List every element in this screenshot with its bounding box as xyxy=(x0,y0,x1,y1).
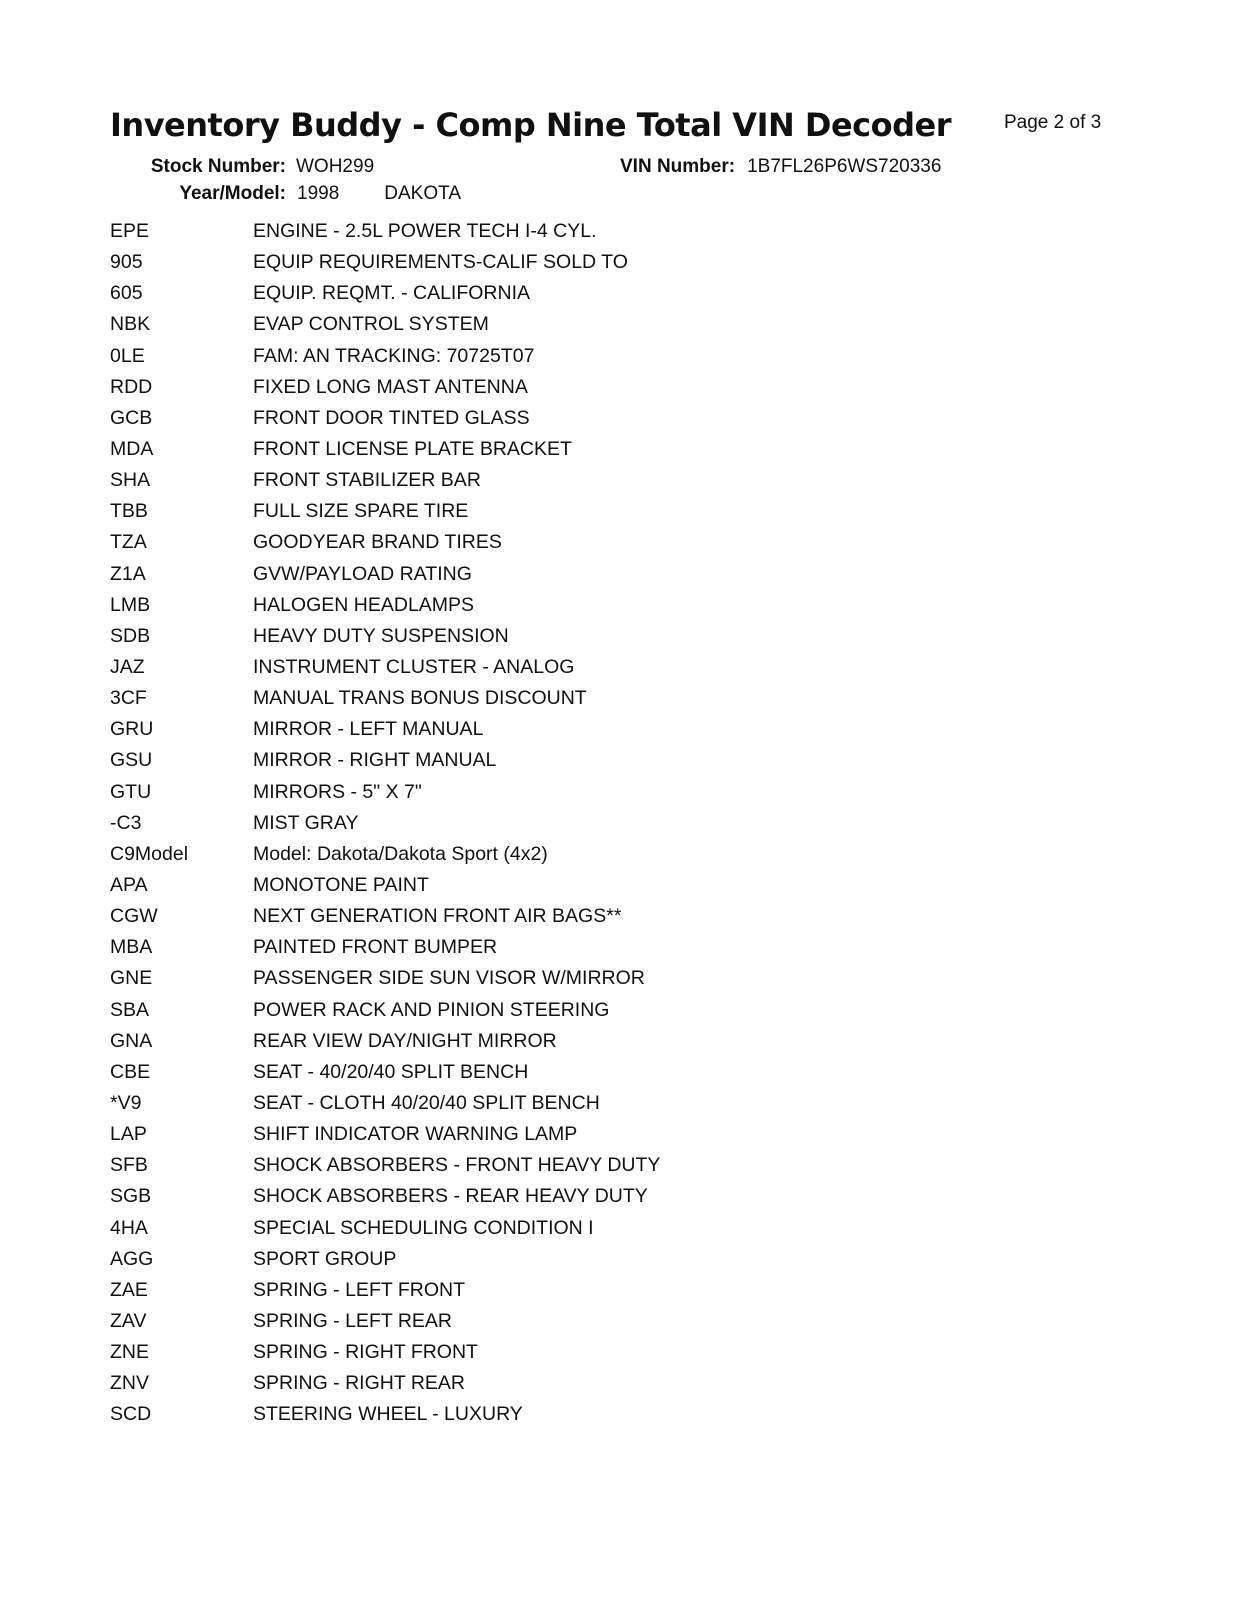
option-row xyxy=(110,1150,1010,1181)
option-row xyxy=(110,278,1010,309)
option-row xyxy=(110,1057,1010,1088)
option-row xyxy=(110,1026,1010,1057)
option-description: EQUIP REQUIREMENTS-CALIF SOLD TO xyxy=(253,251,628,274)
option-row xyxy=(110,527,1010,558)
option-row xyxy=(110,1306,1010,1337)
option-row xyxy=(110,621,1010,652)
option-code: JAZ xyxy=(110,656,145,679)
option-code: GSU xyxy=(110,749,153,772)
option-description: MIST GRAY xyxy=(253,811,359,834)
option-row xyxy=(110,901,1010,932)
option-row xyxy=(110,652,1010,683)
option-code: ZAE xyxy=(110,1278,148,1301)
option-description: STEERING WHEEL - LUXURY xyxy=(253,1403,523,1426)
option-row xyxy=(110,1368,1010,1399)
option-row xyxy=(110,559,1010,590)
option-code: GCB xyxy=(110,406,153,429)
option-description: REAR VIEW DAY/NIGHT MIRROR xyxy=(253,1029,557,1052)
option-row xyxy=(110,870,1010,901)
option-code: -C3 xyxy=(110,811,142,834)
option-description: FRONT STABILIZER BAR xyxy=(253,469,481,492)
option-description: FAM: AN TRACKING: 70725T07 xyxy=(253,344,535,367)
option-code: CGW xyxy=(110,905,158,928)
option-description: FIXED LONG MAST ANTENNA xyxy=(253,375,528,398)
option-row xyxy=(110,963,1010,994)
option-description: NEXT GENERATION FRONT AIR BAGS** xyxy=(253,905,622,928)
option-description: SHIFT INDICATOR WARNING LAMP xyxy=(253,1123,578,1146)
option-code: Z1A xyxy=(110,562,146,585)
page-number: Page 2 of 3 xyxy=(1004,112,1102,133)
option-row xyxy=(110,309,1010,340)
year-value: 1998 xyxy=(297,183,340,204)
option-description: SEAT - CLOTH 40/20/40 SPLIT BENCH xyxy=(253,1092,600,1114)
option-code: LMB xyxy=(110,593,151,616)
vin-number-value: 1B7FL26P6WS720336 xyxy=(747,156,942,177)
option-code: GRU xyxy=(110,718,154,741)
option-row xyxy=(110,1337,1010,1368)
option-description: POWER RACK AND PINION STEERING xyxy=(253,998,610,1021)
option-code: NBK xyxy=(110,313,151,336)
option-description: MIRRORS - 5" X 7" xyxy=(253,780,422,803)
option-row xyxy=(110,839,1010,870)
model-value: DAKOTA xyxy=(384,183,461,204)
option-description: MANUAL TRANS BONUS DISCOUNT xyxy=(253,687,587,710)
option-code: TBB xyxy=(110,500,148,523)
option-row xyxy=(110,1275,1010,1306)
option-description: PASSENGER SIDE SUN VISOR W/MIRROR xyxy=(253,967,645,990)
option-description: MIRROR - RIGHT MANUAL xyxy=(253,749,497,772)
option-description: ENGINE - 2.5L POWER TECH I-4 CYL. xyxy=(253,220,597,243)
option-code: SCD xyxy=(110,1403,152,1426)
option-code: RDD xyxy=(110,375,153,398)
option-row xyxy=(110,247,1010,278)
option-description: HALOGEN HEADLAMPS xyxy=(253,593,475,616)
option-code: GNE xyxy=(110,967,153,990)
option-code: GNA xyxy=(110,1029,153,1052)
option-code: LAP xyxy=(110,1123,147,1146)
option-code: APA xyxy=(110,874,148,897)
option-code: *V9 xyxy=(110,1092,142,1114)
option-description: EQUIP. REQMT. - CALIFORNIA xyxy=(253,282,531,305)
option-code: EPE xyxy=(110,220,150,243)
option-description: FULL SIZE SPARE TIRE xyxy=(253,500,469,523)
option-row xyxy=(110,403,1010,434)
option-description: FRONT LICENSE PLATE BRACKET xyxy=(253,438,572,461)
option-code: SFB xyxy=(110,1154,148,1177)
option-description: SPRING - LEFT REAR xyxy=(253,1309,453,1332)
option-code: SHA xyxy=(110,469,151,492)
year-model-field xyxy=(150,183,461,205)
option-description: FRONT DOOR TINTED GLASS xyxy=(253,406,530,429)
vin-number-field xyxy=(620,156,941,178)
option-row xyxy=(110,372,1010,403)
stock-number-label: Stock Number: xyxy=(150,156,286,177)
option-description: SPRING - RIGHT REAR xyxy=(253,1372,465,1395)
option-description: Model: Dakota/Dakota Sport (4x2) xyxy=(253,842,548,865)
option-description: SEAT - 40/20/40 SPLIT BENCH xyxy=(253,1060,529,1083)
option-row xyxy=(110,683,1010,714)
option-row xyxy=(110,1399,1010,1430)
option-description: SPRING - RIGHT FRONT xyxy=(253,1341,478,1364)
option-row xyxy=(110,777,1010,808)
option-description: GVW/PAYLOAD RATING xyxy=(253,562,472,585)
stock-number-value: WOH299 xyxy=(296,156,375,177)
option-code: ZAV xyxy=(110,1309,147,1332)
option-code: SBA xyxy=(110,998,150,1021)
option-row xyxy=(110,995,1010,1026)
option-description: SPORT GROUP xyxy=(253,1247,397,1270)
option-description: SHOCK ABSORBERS - FRONT HEAVY DUTY xyxy=(253,1154,661,1177)
option-code: 0LE xyxy=(110,344,145,367)
option-row xyxy=(110,496,1010,527)
stock-number-field xyxy=(150,156,374,178)
option-code: AGG xyxy=(110,1247,154,1270)
option-row xyxy=(110,1088,1010,1119)
option-description: SPRING - LEFT FRONT xyxy=(253,1278,465,1301)
document-title: Inventory Buddy - Comp Nine Total VIN Decoder xyxy=(110,106,951,144)
option-code: TZA xyxy=(110,531,147,554)
option-code: C9Model xyxy=(110,842,189,865)
option-code: CBE xyxy=(110,1060,151,1083)
option-row xyxy=(110,1213,1010,1244)
option-row xyxy=(110,745,1010,776)
option-code: 4HA xyxy=(110,1216,148,1239)
option-code: MBA xyxy=(110,936,153,959)
option-code: 3CF xyxy=(110,687,147,710)
option-description: MIRROR - LEFT MANUAL xyxy=(253,718,484,741)
vin-number-label: VIN Number: xyxy=(620,156,736,177)
option-code-list xyxy=(110,216,1010,1430)
option-row xyxy=(110,714,1010,745)
option-description: EVAP CONTROL SYSTEM xyxy=(253,313,489,336)
option-code: MDA xyxy=(110,438,154,461)
option-code: SDB xyxy=(110,624,151,647)
option-description: GOODYEAR BRAND TIRES xyxy=(253,531,502,554)
option-row xyxy=(110,465,1010,496)
option-code: ZNV xyxy=(110,1372,149,1395)
option-row xyxy=(110,1181,1010,1212)
option-code: 905 xyxy=(110,251,143,274)
option-row xyxy=(110,590,1010,621)
option-row xyxy=(110,434,1010,465)
option-code: SGB xyxy=(110,1185,152,1208)
option-row xyxy=(110,932,1010,963)
option-row xyxy=(110,341,1010,372)
option-description: PAINTED FRONT BUMPER xyxy=(253,936,498,959)
option-description: SPECIAL SCHEDULING CONDITION I xyxy=(253,1216,594,1239)
option-description: SHOCK ABSORBERS - REAR HEAVY DUTY xyxy=(253,1185,648,1208)
option-row xyxy=(110,808,1010,839)
year-model-label: Year/Model: xyxy=(179,183,286,204)
option-code: 605 xyxy=(110,282,143,305)
option-description: INSTRUMENT CLUSTER - ANALOG xyxy=(253,656,575,679)
option-row xyxy=(110,1244,1010,1275)
option-code: ZNE xyxy=(110,1341,149,1364)
option-description: HEAVY DUTY SUSPENSION xyxy=(253,624,509,647)
option-code: GTU xyxy=(110,780,152,803)
option-row xyxy=(110,216,1010,247)
option-description: MONOTONE PAINT xyxy=(253,874,429,897)
option-row xyxy=(110,1119,1010,1150)
